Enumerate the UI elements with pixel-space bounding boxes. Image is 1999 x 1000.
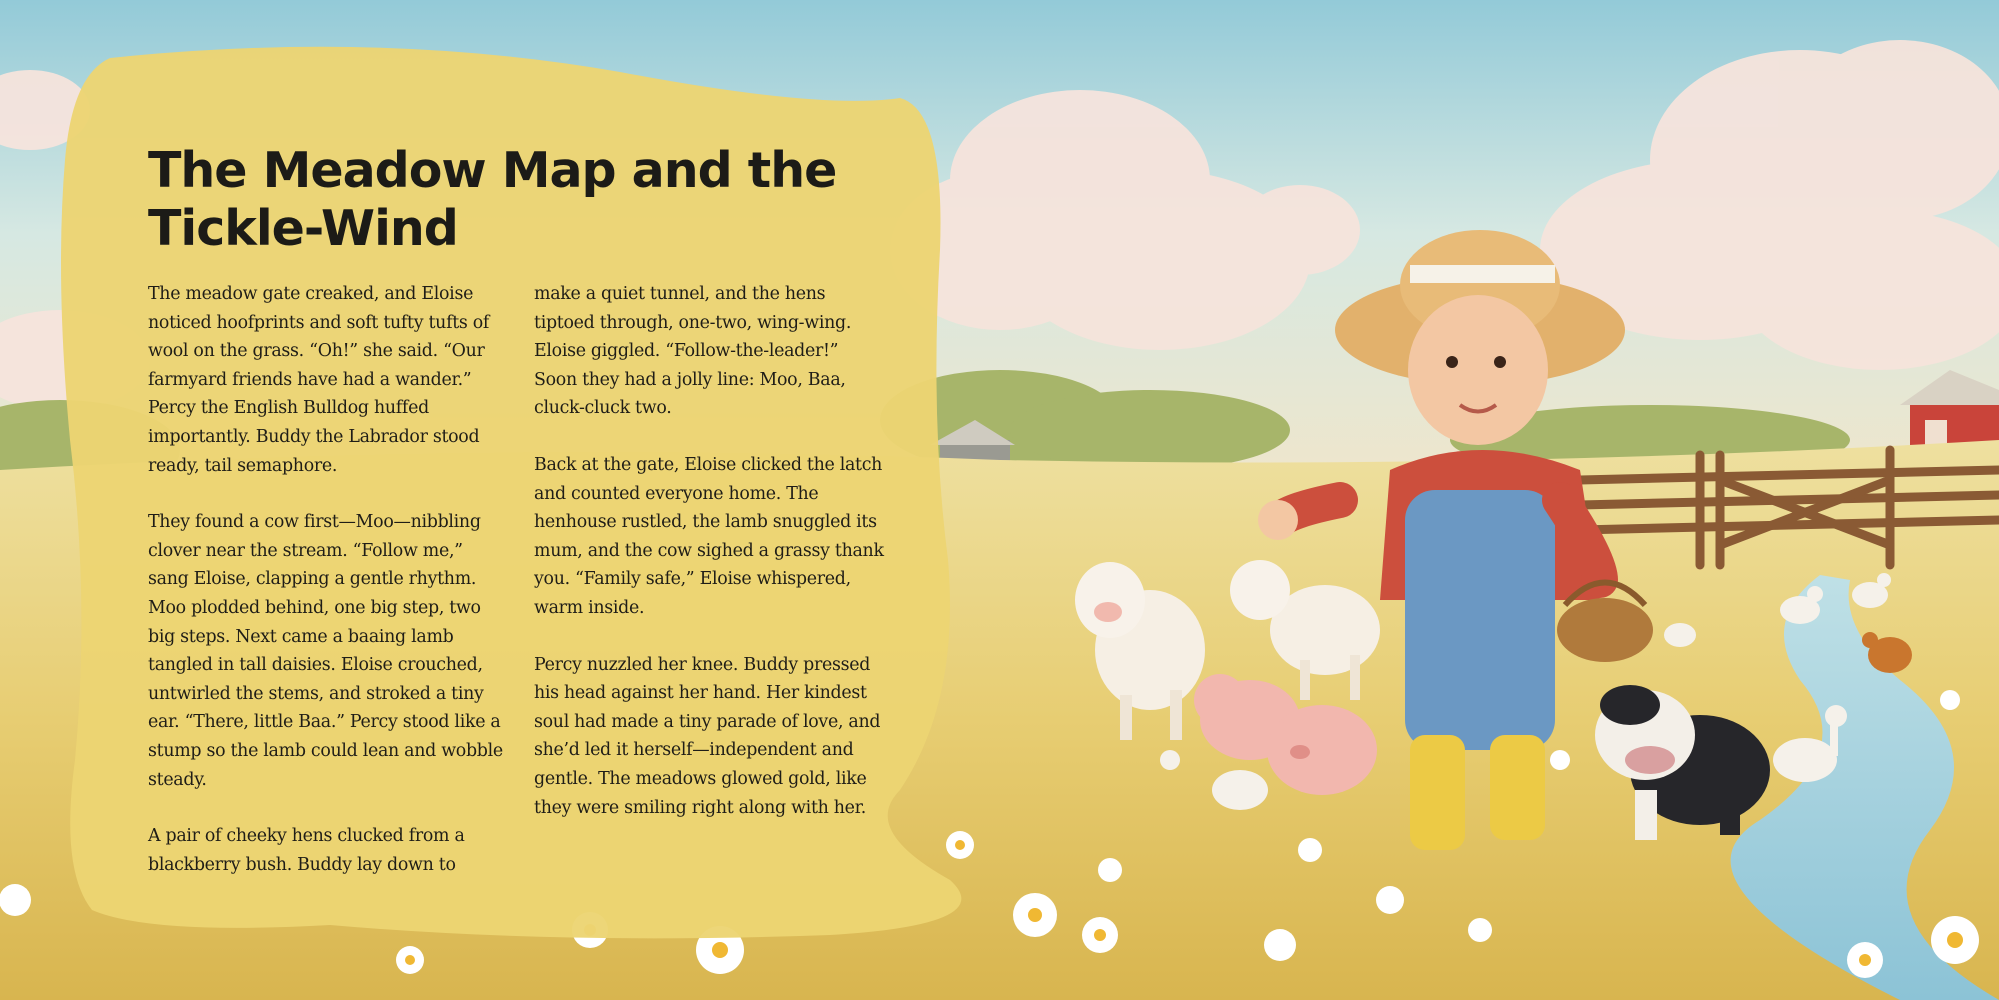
story-title: The Meadow Map and the Tickle-Wind	[148, 142, 837, 257]
story-paragraph: make a quiet tunnel, and the hens tiptoed through, one-two, wing-wing. Eloise giggled. “Follow-the-leader!” Soon they had a jolly line: Moo, Baa, cluck-cluck two.	[534, 284, 852, 419]
story-panel-background	[61, 47, 961, 939]
story-paragraph: The meadow gate creaked, and Eloise noticed hoofprints and soft tufty tufts of wool on the grass. “Oh!” she said. “Our farmyard friends have had a wander.” Percy the English Bulldog huffed importantly. Buddy the Labrador stood ready, tail semaphore.	[148, 284, 490, 476]
story-paragraph: Percy nuzzled her knee. Buddy pressed his head against her hand. Her kindest soul had made a tiny parade of love, and she’d led it herself—independent and gentle. The meadows glowed gold, like they were smiling right along with her.	[534, 654, 881, 818]
story-paragraph: A pair of cheeky hens clucked from a blackberry bush. Buddy lay down to	[148, 826, 465, 875]
story-paragraph: They found a cow first—Moo—nibbling clover near the stream. “Follow me,” sang Eloise, clapping a gentle rhythm. Moo plodded behind, one big step, two big steps. Next came a baaing lamb tangled in tall daisies. Eloise crouched, untwirled the stems, and stroked a tiny ear. “There, little Baa.” Percy stood like a stump so the lamb could lean and wobble steady.	[148, 512, 503, 790]
story-paragraph: Back at the gate, Eloise clicked the latch and counted everyone home. The henhouse rustled, the lamb snuggled its mum, and the cow sighed a grassy thank you. “Family safe,” Eloise whispered, warm inside.	[534, 454, 884, 618]
